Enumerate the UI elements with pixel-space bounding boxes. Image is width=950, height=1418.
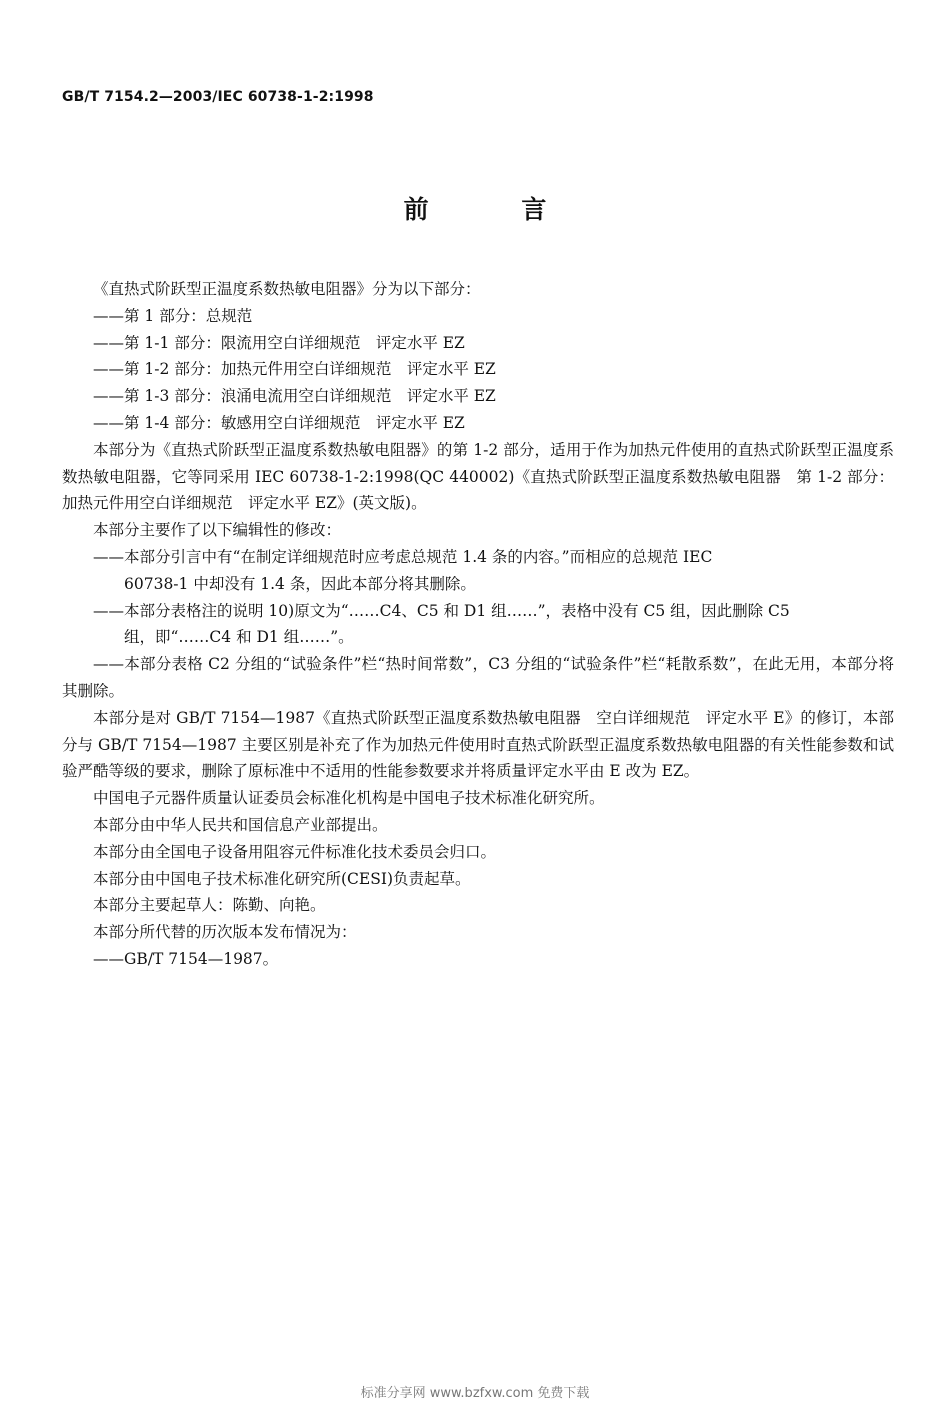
part-list-item: ——第 1-2 部分：加热元件用空白详细规范 评定水平 EZ <box>93 360 496 379</box>
part-list-item: ——第 1-3 部分：浪涌电流用空白详细规范 评定水平 EZ <box>93 387 496 406</box>
edit-item-continuation: 组，即“……C4 和 D1 组……”。 <box>124 628 354 647</box>
adoption-paragraph: 本部分为《直热式阶跃型正温度系数热敏电阻器》的第 1-2 部分，适用于作为加热元件使用的直热式阶跃型正温度系数热敏电阻器，它等同采用 IEC 60738-1-2:1998(QC 440002)《直热式阶跃型正温度系数热敏电阻器 第 1-2 部分：加热元件用空白详细规范 评定水平 EZ》(英文版)。 <box>62 440 894 513</box>
drafters-paragraph: 本部分主要起草人：陈勤、向艳。 <box>93 896 326 915</box>
edits-intro-paragraph: 本部分主要作了以下编辑性的修改： <box>93 521 342 540</box>
proposed-by-paragraph: 本部分由中华人民共和国信息产业部提出。 <box>93 815 388 834</box>
drafting-org-paragraph: 本部分由中国电子技术标准化研究所(CESI)负责起草。 <box>93 869 471 888</box>
part-list-item: ——第 1-4 部分：敏感用空白详细规范 评定水平 EZ <box>93 413 465 432</box>
intro-paragraph: 《直热式阶跃型正温度系数热敏电阻器》分为以下部分： <box>93 280 481 298</box>
part-list-item: ——第 1 部分：总规范 <box>93 306 253 325</box>
edit-item-continuation: 60738-1 中却没有 1.4 条，因此本部分将其删除。 <box>124 574 476 593</box>
history-list-item: ——GB/T 7154—1987。 <box>93 949 279 968</box>
foreword-body <box>62 276 894 973</box>
edit-item <box>62 544 894 598</box>
history-intro-paragraph: 本部分所代替的历次版本发布情况为： <box>93 923 357 942</box>
edit-item-line: ——本部分表格注的说明 10)原文为“……C4、C5 和 D1 组……”，表格中没有 C5 组，因此删除 C5 <box>93 601 790 620</box>
standard-number-header: GB/T 7154.2—2003/IEC 60738-1-2:1998 <box>62 89 374 105</box>
footer-watermark: 标准分享网 www.bzfxw.com 免费下载 <box>360 1386 590 1401</box>
part-list-item: ——第 1-1 部分：限流用空白详细规范 评定水平 EZ <box>93 333 465 352</box>
edit-item-table-columns: ——本部分表格 C2 分组的“试验条件”栏“热时间常数”，C3 分组的“试验条件”栏“耗散系数”，在此无用，本部分将其删除。 <box>62 655 894 700</box>
revision-paragraph: 本部分是对 GB/T 7154—1987《直热式阶跃型正温度系数热敏电阻器 空白详细规范 评定水平 E》的修订，本部分与 GB/T 7154—1987 主要区别是补充了作为加热元件使用时直热式阶跃型正温度系数热敏电阻器的有关性能参数和试验严酷等级的要求，删除了原标准中不适用的性能参数要求并将质量评定水平由 E 改为 EZ。 <box>62 708 894 781</box>
edit-item-line: ——本部分引言中有“在制定详细规范时应考虑总规范 1.4 条的内容。”而相应的总规范 IEC <box>93 547 713 566</box>
page-title: 前 言 <box>403 195 589 224</box>
centralized-by-paragraph: 本部分由全国电子设备用阻容元件标准化技术委员会归口。 <box>93 842 497 861</box>
edit-item <box>62 598 894 652</box>
nso-paragraph: 中国电子元器件质量认证委员会标准化机构是中国电子技术标准化研究所。 <box>93 789 605 808</box>
